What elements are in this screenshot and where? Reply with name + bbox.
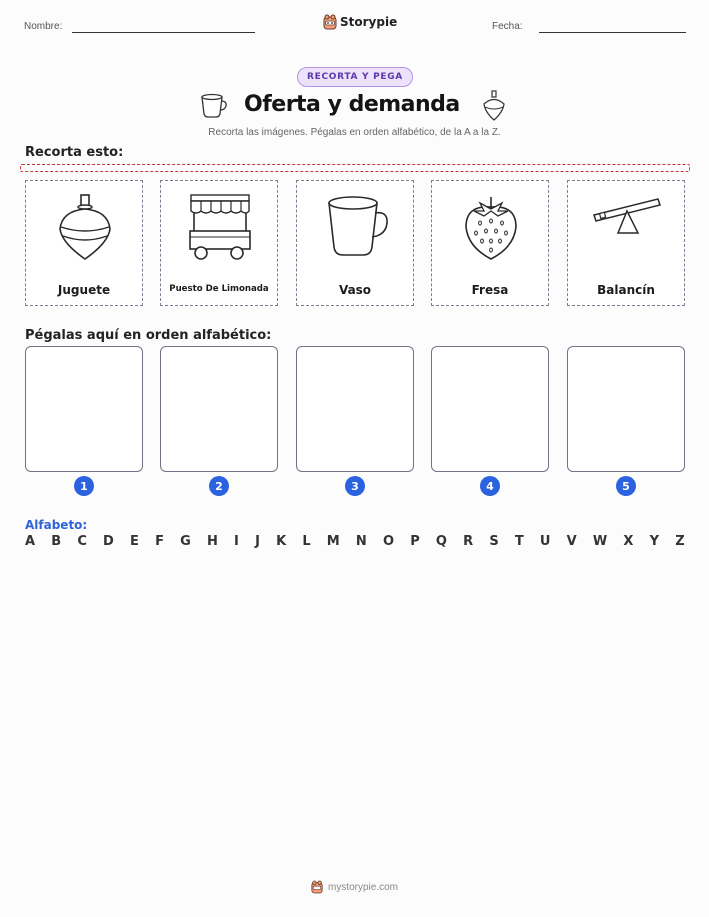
cutout-card[interactable] [431, 180, 549, 306]
paste-section-heading: Pégalas aquí en orden alfabético: [25, 328, 272, 343]
strawberry-icon [456, 189, 526, 263]
brand-name: Storypie [340, 15, 398, 29]
alphabet-letter: X [623, 534, 634, 549]
cup-icon [321, 189, 391, 263]
alphabet-letter: A [25, 534, 36, 549]
alphabet-letter: S [489, 534, 499, 549]
alphabet-letter: J [255, 534, 260, 549]
slot-number-badge: 3 [345, 476, 365, 496]
card-label: Juguete [57, 283, 111, 297]
slot-number-badge: 2 [209, 476, 229, 496]
cutout-card[interactable] [567, 180, 685, 306]
cutout-card[interactable] [296, 180, 414, 306]
slot-number-badge: 1 [74, 476, 94, 496]
worksheet-type-badge: RECORTA Y PEGA [297, 67, 413, 87]
alphabet-letter: B [51, 534, 62, 549]
paste-slot[interactable] [25, 346, 143, 472]
alphabet-letter: P [410, 534, 420, 549]
cut-line [20, 164, 690, 172]
cut-section-heading: Recorta esto: [25, 145, 124, 160]
alphabet-letter: C [77, 534, 87, 549]
paste-slot[interactable] [431, 346, 549, 472]
cutout-card[interactable] [25, 180, 143, 306]
page-title: Oferta y demanda [244, 92, 460, 117]
storypie-mascot-icon [323, 14, 337, 30]
paste-slot[interactable] [567, 346, 685, 472]
footer [0, 880, 709, 894]
cup-icon [199, 92, 229, 120]
instructions: Recorta las imágenes. Pégalas en orden alfabético, de la A a la Z. [208, 127, 501, 138]
alphabet-letter: M [326, 534, 340, 549]
card-label: Puesto De Limonada [169, 284, 269, 294]
seesaw-icon [592, 189, 662, 263]
spinning-top-icon [481, 90, 507, 122]
footer-url[interactable]: mystorypie.com [327, 881, 398, 893]
card-label: Fresa [471, 283, 509, 297]
brand-logo [323, 14, 397, 30]
alphabet-letter: Z [675, 534, 685, 549]
alphabet-letter: Q [435, 534, 447, 549]
alphabet-letter: H [206, 534, 218, 549]
cutout-card[interactable] [160, 180, 278, 306]
spinning-top-icon [50, 189, 120, 263]
date-field-line[interactable] [539, 32, 686, 33]
alphabet-letter: G [180, 534, 191, 549]
alphabet-letter: T [514, 534, 524, 549]
storypie-mascot-icon [311, 880, 323, 894]
alphabet-letter: N [355, 534, 367, 549]
paste-slot[interactable] [296, 346, 414, 472]
date-label: Fecha: [492, 21, 523, 32]
alphabet-letter: D [103, 534, 114, 549]
alphabet-letter: E [130, 534, 139, 549]
slot-number-badge: 4 [480, 476, 500, 496]
name-label: Nombre: [24, 21, 63, 32]
alphabet-letter: K [276, 534, 287, 549]
slot-number-badge: 5 [616, 476, 636, 496]
card-label: Vaso [338, 283, 372, 297]
alphabet-row [25, 534, 685, 549]
alphabet-letter: R [463, 534, 474, 549]
alphabet-letter: V [566, 534, 577, 549]
paste-slot[interactable] [160, 346, 278, 472]
name-field-line[interactable] [72, 32, 255, 33]
alphabet-letter: F [155, 534, 164, 549]
alphabet-letter: I [234, 534, 239, 549]
lemonade-stand-icon [185, 189, 255, 263]
alphabet-letter: W [592, 534, 608, 549]
alphabet-heading: Alfabeto: [25, 518, 88, 532]
alphabet-letter: O [382, 534, 395, 549]
card-label: Balancín [597, 283, 655, 297]
alphabet-letter: Y [649, 534, 660, 549]
alphabet-letter: U [539, 534, 551, 549]
alphabet-letter: L [302, 534, 311, 549]
